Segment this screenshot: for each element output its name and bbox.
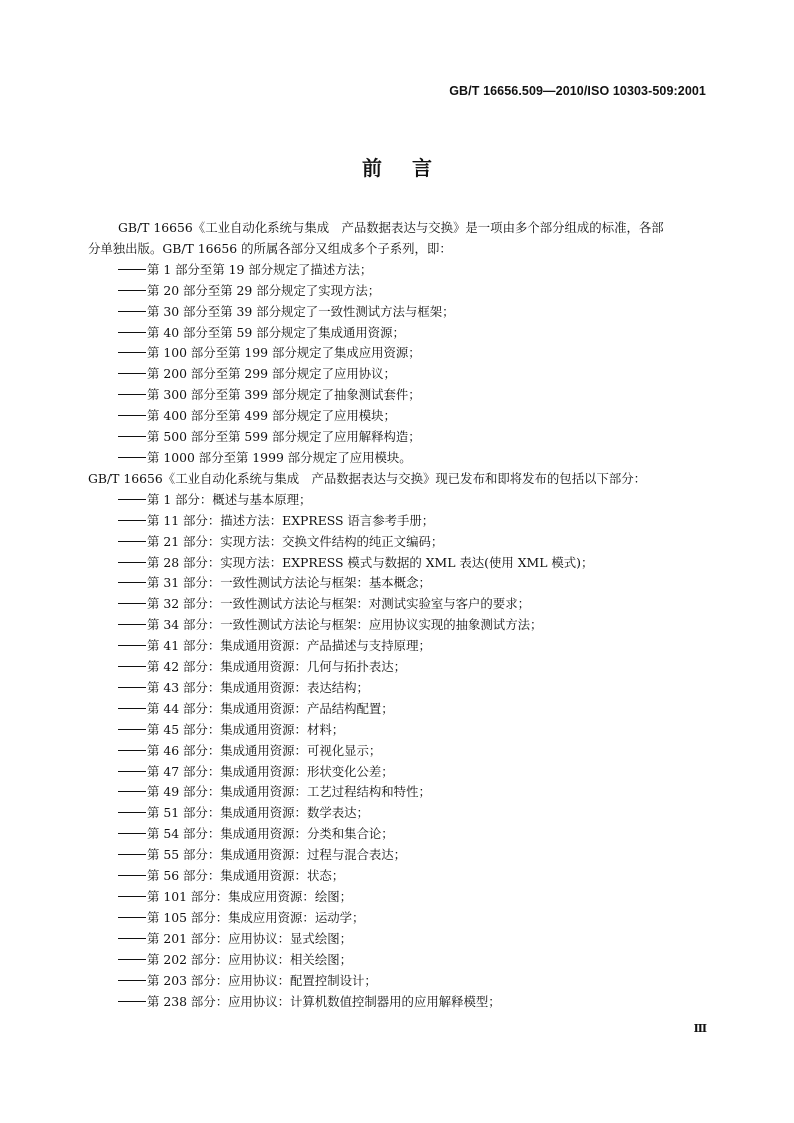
- list-item: [118, 782, 708, 803]
- list-item: [118, 343, 708, 364]
- list-item: [118, 260, 708, 281]
- list-item: [118, 908, 708, 929]
- em-dash-marker: [118, 666, 146, 667]
- page-number: Ⅲ: [693, 1022, 706, 1035]
- list-item-text: 第 28 部分：实现方法：EXPRESS 模式与数据的 XML 表达(使用 XML 模式)；: [147, 554, 594, 570]
- list-item: [118, 887, 708, 908]
- list-item: [118, 302, 708, 323]
- list-item-text: 第 21 部分：实现方法：交换文件结构的纯正文编码；: [147, 533, 444, 549]
- page-title: 前言: [362, 156, 462, 180]
- list-item-text: 第 201 部分：应用协议：显式绘图；: [147, 930, 352, 946]
- list-item-text: 第 500 部分至第 599 部分规定了应用解释构造；: [147, 429, 421, 445]
- list-item-text: 第 55 部分：集成通用资源：过程与混合表达；: [147, 847, 407, 863]
- list-item-text: 第 43 部分：集成通用资源：表达结构；: [147, 679, 369, 695]
- list-item: [118, 281, 708, 302]
- list-item: [118, 323, 708, 344]
- list-item: [118, 511, 708, 532]
- list-item-text: 第 300 部分至第 399 部分规定了抽象测试套件；: [147, 387, 421, 403]
- list-item-text: 第 11 部分：描述方法：EXPRESS 语言参考手册；: [147, 512, 435, 528]
- list-item-text: 第 51 部分：集成通用资源：数学表达；: [147, 805, 369, 821]
- list-item-text: 第 54 部分：集成通用资源：分类和集合论；: [147, 826, 394, 842]
- list-item: [118, 448, 708, 469]
- list-item: [118, 992, 708, 1013]
- em-dash-marker: [118, 311, 146, 312]
- em-dash-marker: [118, 562, 146, 563]
- list-item: [118, 427, 708, 448]
- list-item: [118, 866, 708, 887]
- em-dash-marker: [118, 290, 146, 291]
- list-item-text: 第 49 部分：集成通用资源：工艺过程结构和特性；: [147, 784, 431, 800]
- list-item-text: 第 40 部分至第 59 部分规定了集成通用资源；: [147, 324, 405, 340]
- list-item-text: 第 56 部分：集成通用资源：状态；: [147, 868, 345, 884]
- list-item: [118, 615, 708, 636]
- em-dash-marker: [118, 415, 146, 416]
- list-item: [118, 573, 708, 594]
- foreword-body: [88, 218, 708, 1012]
- em-dash-marker: [118, 269, 146, 270]
- list-item-text: 第 1000 部分至第 1999 部分规定了应用模块。: [147, 449, 412, 465]
- list-item: [118, 741, 708, 762]
- list-item-text: 第 202 部分：应用协议：相关绘图；: [147, 951, 352, 967]
- intro-paragraph-line-1: GB/T 16656《工业自动化系统与集成 产品数据表达与交换》是一项由多个部分组成的标准，各部: [118, 220, 664, 235]
- list-item: [118, 553, 708, 574]
- em-dash-marker: [118, 499, 146, 500]
- list-item: [118, 971, 708, 992]
- em-dash-marker: [118, 582, 146, 583]
- list-item: [118, 406, 708, 427]
- list-item: [118, 929, 708, 950]
- list-item-text: 第 44 部分：集成通用资源：产品结构配置；: [147, 700, 394, 716]
- list-item: [118, 657, 708, 678]
- list-item: [118, 364, 708, 385]
- em-dash-marker: [118, 1001, 146, 1002]
- list-item-text: 第 20 部分至第 29 部分规定了实现方法；: [147, 282, 381, 298]
- em-dash-marker: [118, 791, 146, 792]
- em-dash-marker: [118, 687, 146, 688]
- list-item-text: 第 32 部分：一致性测试方法论与框架：对测试实验室与客户的要求；: [147, 596, 530, 612]
- list-item-text: 第 100 部分至第 199 部分规定了集成应用资源；: [147, 345, 421, 361]
- em-dash-marker: [118, 729, 146, 730]
- em-dash-marker: [118, 771, 146, 772]
- em-dash-marker: [118, 980, 146, 981]
- em-dash-marker: [118, 624, 146, 625]
- em-dash-marker: [118, 373, 146, 374]
- list-item: [118, 803, 708, 824]
- list-item-text: 第 200 部分至第 299 部分规定了应用协议；: [147, 366, 396, 382]
- em-dash-marker: [118, 332, 146, 333]
- em-dash-marker: [118, 645, 146, 646]
- em-dash-marker: [118, 520, 146, 521]
- list-item-text: 第 41 部分：集成通用资源：产品描述与支持原理；: [147, 638, 431, 654]
- em-dash-marker: [118, 394, 146, 395]
- standard-number-header: GB/T 16656.509—2010/ISO 10303-509:2001: [449, 84, 706, 98]
- list-item-text: 第 105 部分：集成应用资源：运动学；: [147, 909, 365, 925]
- em-dash-marker: [118, 959, 146, 960]
- em-dash-marker: [118, 750, 146, 751]
- list-item: [118, 385, 708, 406]
- list-item-text: 第 46 部分：集成通用资源：可视化显示；: [147, 742, 382, 758]
- published-parts-intro: GB/T 16656《工业自动化系统与集成 产品数据表达与交换》现已发布和即将发布的包括以下部分：: [88, 470, 647, 486]
- list-item-text: 第 1 部分：概述与基本原理；: [147, 491, 312, 507]
- list-item: [118, 594, 708, 615]
- em-dash-marker: [118, 833, 146, 834]
- em-dash-marker: [118, 708, 146, 709]
- list-item: [118, 845, 708, 866]
- list-item: [118, 824, 708, 845]
- series-list: [118, 260, 708, 469]
- em-dash-marker: [118, 352, 146, 353]
- list-item: [118, 532, 708, 553]
- list-item: [118, 636, 708, 657]
- list-item: [118, 762, 708, 783]
- list-item: [118, 678, 708, 699]
- list-item-text: 第 238 部分：应用协议：计算机数值控制器用的应用解释模型；: [147, 993, 501, 1009]
- em-dash-marker: [118, 875, 146, 876]
- list-item-text: 第 45 部分：集成通用资源：材料；: [147, 721, 345, 737]
- em-dash-marker: [118, 436, 146, 437]
- em-dash-marker: [118, 457, 146, 458]
- list-item-text: 第 400 部分至第 499 部分规定了应用模块；: [147, 408, 396, 424]
- list-item: [118, 490, 708, 511]
- em-dash-marker: [118, 938, 146, 939]
- list-item-text: 第 101 部分：集成应用资源：绘图；: [147, 889, 352, 904]
- em-dash-marker: [118, 541, 146, 542]
- list-item-text: 第 47 部分：集成通用资源：形状变化公差；: [147, 763, 394, 779]
- em-dash-marker: [118, 812, 146, 813]
- em-dash-marker: [118, 854, 146, 855]
- list-item-text: 第 42 部分：集成通用资源：几何与拓扑表达；: [147, 659, 407, 675]
- list-item-text: 第 203 部分：应用协议：配置控制设计；: [147, 972, 377, 988]
- list-item: [118, 950, 708, 971]
- intro-paragraph-line-2: 分单独出版。GB/T 16656 的所属各部分又组成多个子系列，即：: [88, 240, 452, 256]
- parts-list: [118, 490, 708, 1013]
- em-dash-marker: [118, 603, 146, 604]
- list-item-text: 第 30 部分至第 39 部分规定了一致性测试方法与框架；: [147, 303, 455, 319]
- em-dash-marker: [118, 896, 146, 897]
- list-item: [118, 699, 708, 720]
- list-item-text: 第 31 部分：一致性测试方法论与框架：基本概念；: [147, 575, 431, 591]
- em-dash-marker: [118, 917, 146, 918]
- list-item: [118, 720, 708, 741]
- list-item-text: 第 1 部分至第 19 部分规定了描述方法；: [147, 261, 373, 277]
- list-item-text: 第 34 部分：一致性测试方法论与框架：应用协议实现的抽象测试方法；: [147, 617, 543, 633]
